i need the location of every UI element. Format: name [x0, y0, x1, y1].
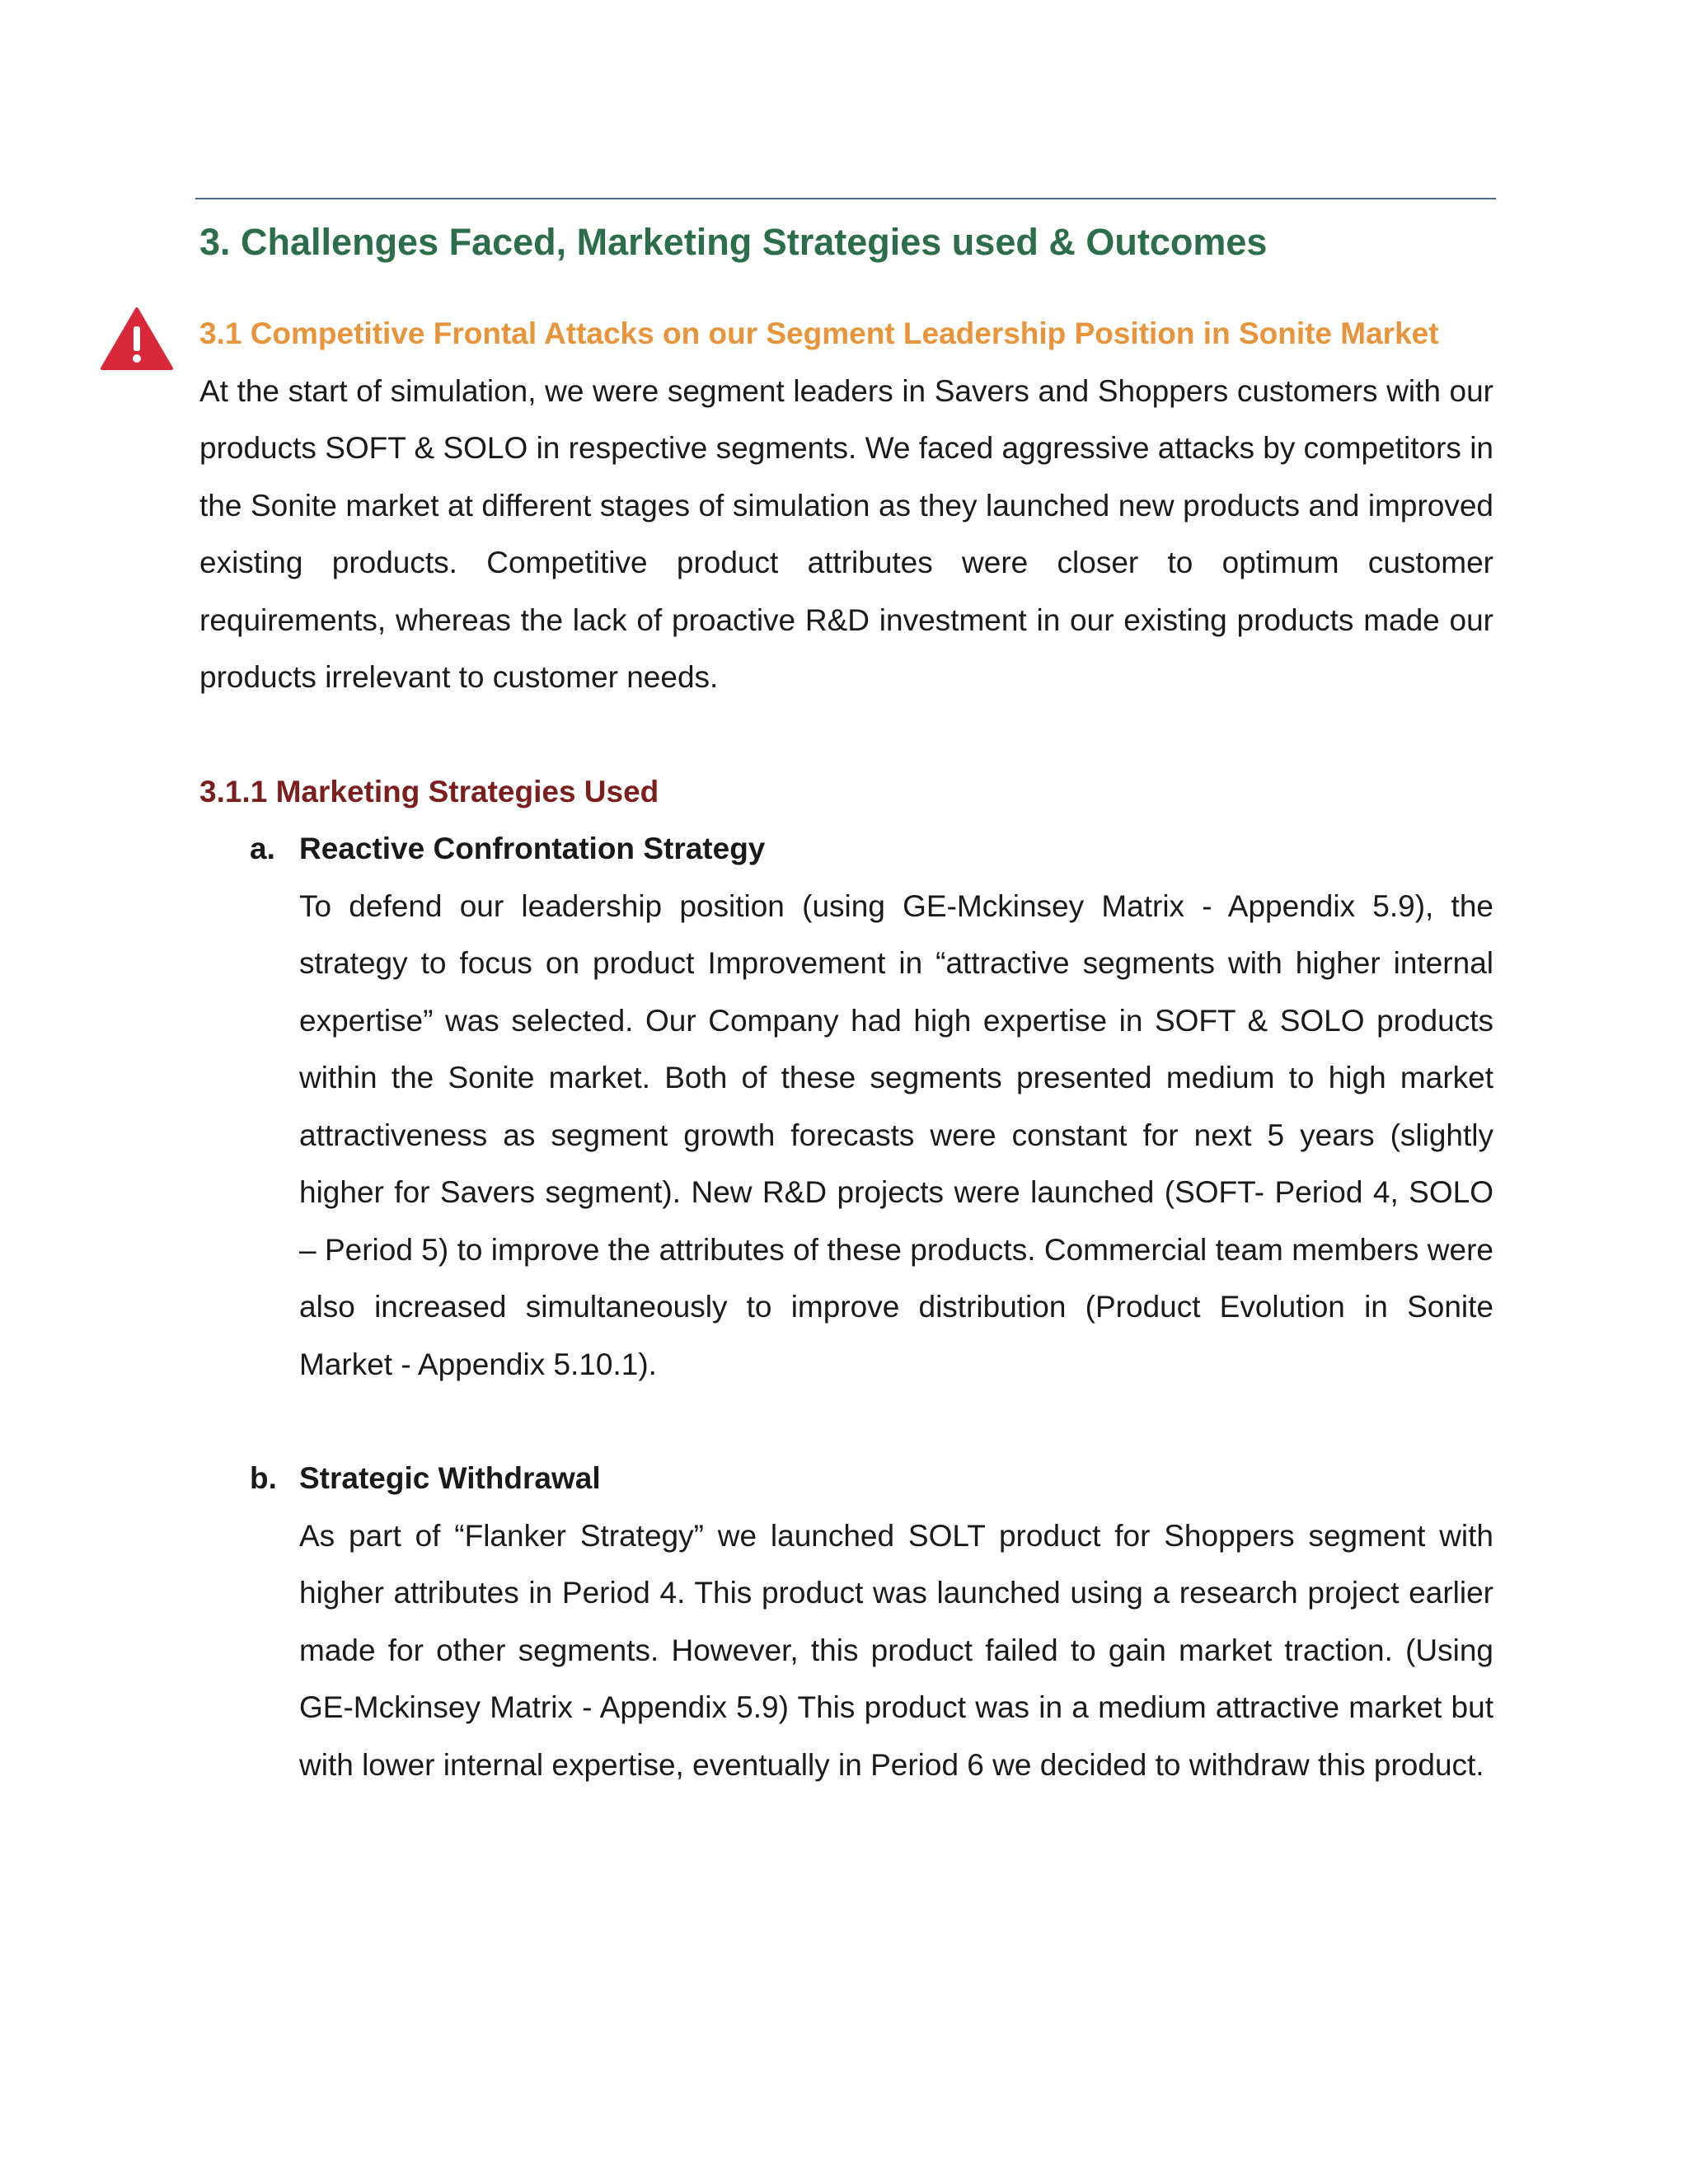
strategy-item-reactive-confrontation: [250, 820, 1493, 1393]
list-marker: a.: [250, 832, 275, 865]
subsection-paragraph: At the start of simulation, we were segment leaders in Savers and Shoppers customers with our products SOFT & SOLO in respective segments. We faced aggressive attacks by competitors in the Sonite market at different stages of simulation as they launched new products and improved existing products. Competitive product attributes were closer to optimum customer requirements, whereas the lack of proactive R&D investment in our existing products made our products irrelevant to customer needs.: [199, 373, 1493, 694]
warning-triangle-icon: [101, 307, 173, 371]
strategy-title: Reactive Confrontation Strategy: [299, 832, 766, 865]
subsection-title: 3.1 Competitive Frontal Attacks on our Segment Leadership Position in Sonite Market: [199, 316, 1439, 350]
strategy-text: To defend our leadership position (using GE-Mckinsey Matrix - Appendix 5.9), the strategy to focus on product Improvement in “attractive segments with higher internal expertise” was selected. Our Company had high expertise in SOFT & SOLO products within the Sonite market. Both of these segments presented medium to high market attractiveness as segment growth forecasts were constant for next 5 years (slightly higher for Savers segment). New R&D projects were launched (SOFT- Period 4, SOLO – Period 5) to improve the attributes of these products. Commercial team members were also increased simultaneously to improve distribution (Product Evolution in Sonite Market - Appendix 5.10.1).: [299, 888, 1493, 1381]
page-content: [199, 216, 1493, 1793]
strategy-item-strategic-withdrawal: [250, 1450, 1493, 1793]
strategies-title: 3.1.1 Marketing Strategies Used: [199, 774, 659, 808]
strategy-text: As part of “Flanker Strategy” we launched SOLT product for Shoppers segment with higher attributes in Period 4. This product was launched using a research project earlier made for other segments. However, this product failed to gain market traction. (Using GE-Mckinsey Matrix - Appendix 5.9) This product was in a medium attractive market but with lower internal expertise, eventually in Period 6 we decided to withdraw this product.: [299, 1518, 1493, 1782]
header-rule: [195, 198, 1496, 199]
spacer: [199, 1393, 1493, 1450]
subsection-header: [199, 305, 1493, 363]
section-title: 3. Challenges Faced, Marketing Strategies used & Outcomes: [199, 221, 1268, 263]
strategy-title: Strategic Withdrawal: [299, 1461, 601, 1495]
list-marker: b.: [250, 1461, 277, 1495]
